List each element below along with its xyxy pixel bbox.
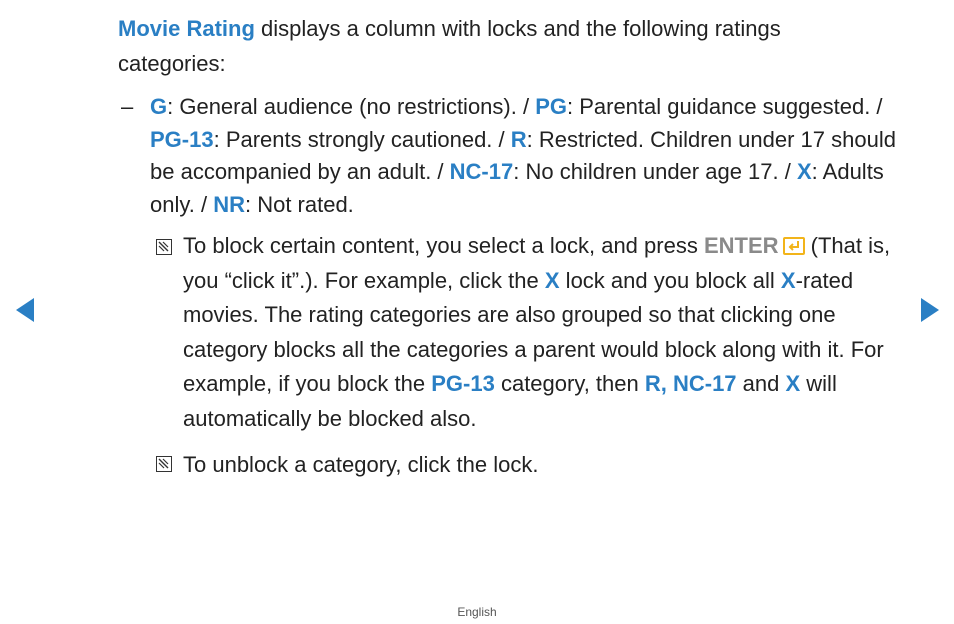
- note1-text-4: -rated movies. The rating categories are also grouped so that clicking one category blocks all the categories a parent would block along with it. For example, if you block the: [183, 267, 884, 397]
- rating-nr: NR: [213, 191, 245, 217]
- note-icon: [156, 456, 172, 472]
- note-unblock: [183, 448, 908, 482]
- kw-x-2: X: [780, 267, 796, 293]
- note1-text-7: will automatically be blocked also.: [183, 371, 837, 431]
- rating-nc17-desc: : No children under age 17. /: [513, 159, 797, 184]
- rating-pg: PG: [535, 94, 567, 119]
- rating-g: G: [150, 94, 168, 119]
- note1-text-1: To block certain content, you select a lock, and press: [183, 233, 704, 258]
- rating-r: R: [510, 126, 527, 152]
- enter-key-icon: [783, 237, 805, 255]
- kw-x-3: X: [785, 371, 801, 397]
- note1-text-3: lock and you block all: [559, 267, 781, 293]
- bullet-dash: –: [121, 94, 134, 119]
- rating-pg13-desc: : Parents strongly cautioned. /: [213, 126, 511, 152]
- kw-pg13: PG-13: [431, 371, 495, 397]
- kw-x-1: X: [544, 267, 560, 293]
- rating-r-desc: : Restricted. Children under 17 should be accompanied by an adult. /: [150, 126, 896, 184]
- rating-nr-desc: : Not rated.: [244, 191, 354, 217]
- rating-pg13: PG-13: [150, 126, 214, 152]
- rating-g-desc: : General audience (no restrictions). /: [167, 94, 536, 119]
- note1-text-6: and: [736, 371, 786, 397]
- note1-text-5: category, then: [494, 371, 645, 397]
- prev-page-arrow-icon[interactable]: [16, 298, 34, 322]
- enter-key-label: ENTER: [703, 233, 779, 258]
- note1-text-2: (That is, you “click it”.). For example, click the: [183, 233, 891, 293]
- footer-language: English: [457, 605, 497, 619]
- rating-x: X: [796, 159, 812, 184]
- next-page-arrow-icon[interactable]: [921, 298, 939, 322]
- kw-r-nc17: R, NC-17: [644, 371, 737, 397]
- note-icon: [156, 239, 172, 255]
- intro-text: displays a column with locks and the following ratings categories:: [118, 16, 781, 76]
- rating-pg-desc: : Parental guidance suggested. /: [566, 94, 883, 119]
- intro-paragraph: [118, 12, 838, 81]
- note2-text: To unblock a category, click the lock.: [183, 452, 539, 477]
- ratings-list: [150, 91, 910, 221]
- note-block-content: [183, 229, 908, 437]
- rating-x-desc: : Adults only. /: [150, 159, 884, 217]
- rating-nc17: NC-17: [449, 159, 514, 184]
- term-movie-rating: Movie Rating: [118, 16, 255, 41]
